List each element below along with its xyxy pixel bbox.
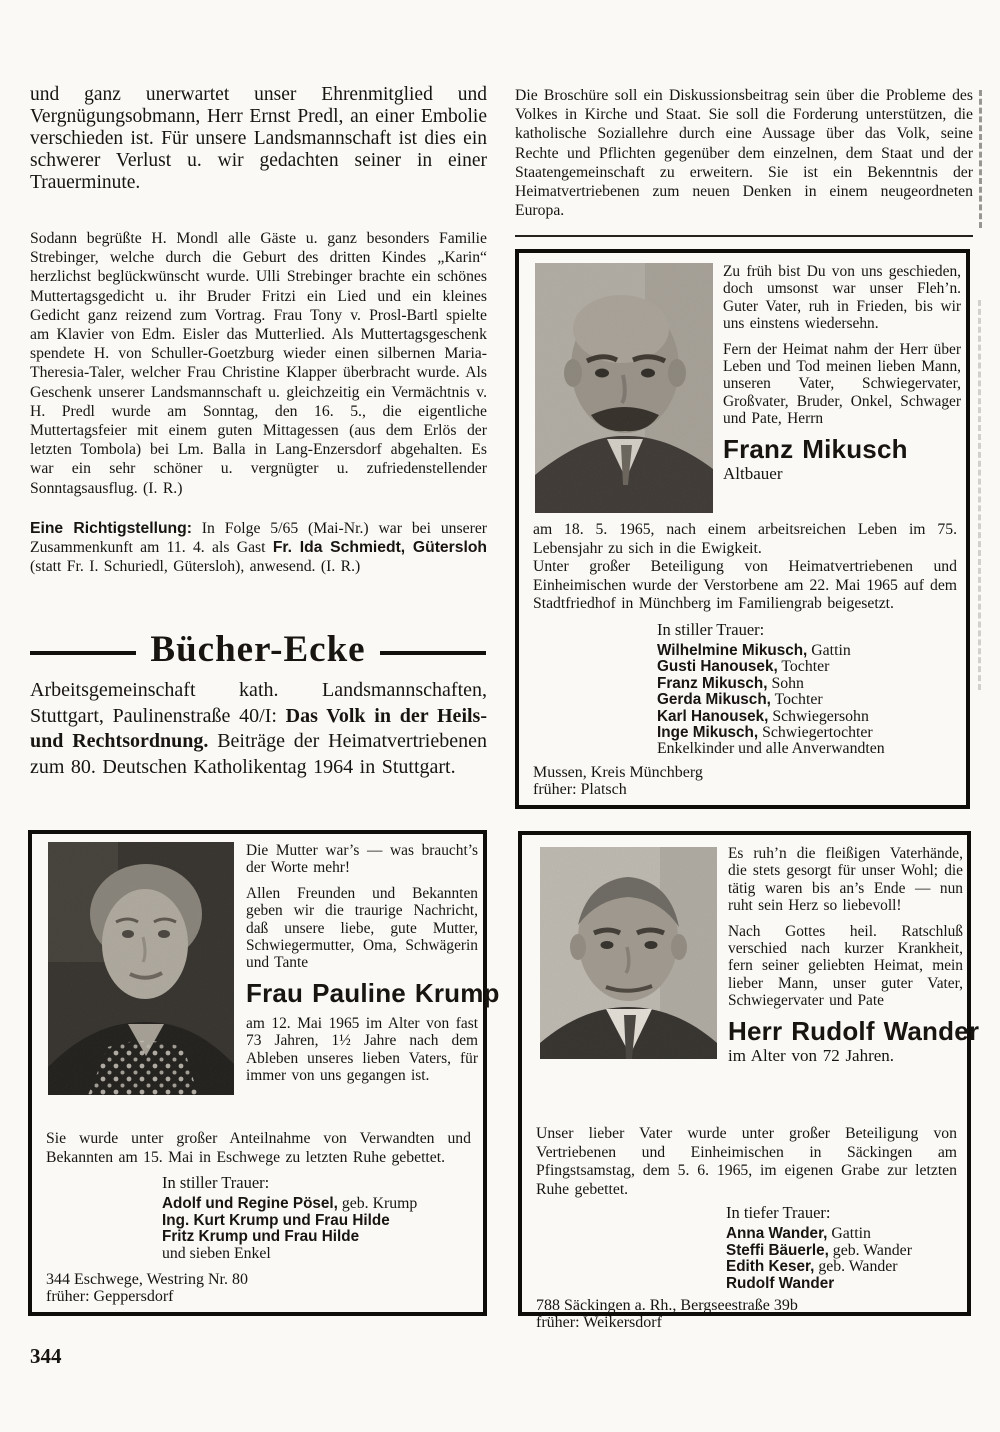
mikusch-place: Mussen, Kreis Münchberg xyxy=(533,763,703,781)
mikusch-body xyxy=(533,521,957,798)
scan-artifact-mark xyxy=(979,90,982,228)
heading-rule-right xyxy=(380,651,486,655)
correction-paragraph xyxy=(30,519,487,577)
deceased-name-wander: Herr Rudolf Wander xyxy=(728,1015,980,1046)
deceased-role-mikusch: Altbauer xyxy=(723,463,783,483)
krump-body xyxy=(46,1130,471,1305)
krump-address: 344 Eschwege, Westring Nr. 80 xyxy=(46,1271,248,1289)
mourner-row: Edith Keser, geb. Wander xyxy=(726,1258,898,1276)
krump-former-place: früher: Geppersdorf xyxy=(46,1288,174,1306)
intro-paragraph: und ganz unerwartet unser Ehrenmitglied und Vergnügungsobmann, Herr Ernst Predl, an einer Embolie verschieden ist. Für unsere Landsmannschaft ist dies ein schwerer Verlust u. wir gedachten seiner in einer Trauerminute. xyxy=(30,84,487,193)
mikusch-mourning-block xyxy=(657,619,957,758)
portrait-photo-krump xyxy=(48,842,234,1095)
krump-body-2: Sie wurde unter großer Anteilnahme von Verwandten und Bekannten am 15. Mai in Eschwege zu letzten Ruhe gebettet. xyxy=(46,1130,471,1166)
deceased-name-krump: Frau Pauline Krump xyxy=(246,977,500,1008)
mikusch-former-place: früher: Platsch xyxy=(533,780,627,798)
portrait-photo-wander xyxy=(540,847,717,1059)
mourner-row: Enkelkinder und alle Anverwandten xyxy=(657,740,885,758)
report-paragraph: Sodann begrüßte H. Mondl alle Gäste u. ganz besonders Familie Strebinger, welche durch die Geburt des dritten Kindes „Karin“ herzlichst beglückwünscht wurde. Ulli Strebinger brachte ein schönes Muttertagsgedicht u. ihr Bruder Fritzi ein Lied und ein kleines Gedicht ganz reizend zum Vortrag. Frau Tony v. Prosl-Bartl spielte am Klavier von Edm. Eisler das Mutterlied. Als Muttertagsgeschenk spendete H. von Schuller-Goetzburg wieder einen silbernen Maria-Theresia-Taler, welcher Frau Christine Klapper überbracht wurde. Als Geschenk unserer Landsmannschaft u. gleichzeitig ein Vermächtnis v. H. Predl wurde am Sonntag, den 16. 5., die eigentliche Muttertagsfeier mit einem guten Mittagessen (aus dem Erlös der letzten Tombola) bei Lm. Balla in Lang-Enzersdorf abgehalten. Es war ein sehr schöner u. vergnügter u. zufriedenstellender Sonntagsausflug. (I. R.) xyxy=(30,230,487,497)
wander-mourning-block xyxy=(726,1205,957,1292)
krump-verse: Die Mutter war’s — was braucht’s der Worte mehr! xyxy=(246,842,478,877)
portrait-photo-mikusch xyxy=(535,263,713,513)
scan-artifact-mark xyxy=(978,300,981,690)
mourner-row: Steffi Bäuerle, geb. Wander xyxy=(726,1241,912,1259)
page-number: 344 xyxy=(30,1344,62,1368)
wander-address: 788 Säckingen a. Rh., Bergseestraße 39b xyxy=(536,1297,798,1315)
mourning-label: In stiller Trauer: xyxy=(657,619,765,639)
obituary-box-mikusch xyxy=(515,249,970,809)
mourner-row: Gerda Mikusch, Tochter xyxy=(657,691,823,709)
wander-former-place: früher: Weikersdorf xyxy=(536,1314,662,1332)
correction-text-2: (statt Fr. I. Schuriedl, Gütersloh), anwesend. (I. R.) xyxy=(30,558,361,576)
mikusch-verse-1: Zu früh bist Du von uns geschieden, doch umsonst war unser Fleh’n. Guter Vater, ruh in Frieden, bis wir uns einstens wiedersehn. xyxy=(723,263,961,333)
correction-label: Eine Richtigstellung: xyxy=(30,520,192,537)
mikusch-body-2: Unter großer Beteiligung von Heimatvertriebenen und Einheimischen wurde der Verstorbene am 22. Mai 1965 auf dem Stadtfriedhof in Münchberg im Familiengrab beigesetzt. xyxy=(533,558,957,612)
krump-verse-column xyxy=(246,842,500,1091)
correction-guest-name: Fr. Ida Schmiedt, Gütersloh xyxy=(272,539,487,557)
mourner-row: Ing. Kurt Krump und Frau Hilde xyxy=(162,1211,390,1229)
mourning-label: In stiller Trauer: xyxy=(162,1173,270,1192)
mourner-row: Inge Mikusch, Schwiegertochter xyxy=(657,723,873,741)
mourning-label: In tiefer Trauer: xyxy=(726,1203,831,1222)
wander-verse-column xyxy=(728,845,980,1071)
mourner-row: Adolf und Regine Pösel, geb. Krump xyxy=(162,1195,418,1213)
mourner-row: Franz Mikusch, Sohn xyxy=(657,674,804,692)
wander-announcement: Nach Gottes heil. Ratschluß verschied nach kurzer Krankheit, fern seiner geliebten Heimat, mein lieber Mann, unser guter Vater, Schwiegervater und Pate xyxy=(728,922,963,1010)
mourner-row: Gusti Hanousek, Tochter xyxy=(657,658,830,676)
wander-age-line: im Alter von 72 Jahren. xyxy=(728,1045,895,1065)
krump-mourning-block xyxy=(162,1175,471,1262)
krump-body-1: am 12. Mai 1965 im Alter von fast 73 Jahren, 1½ Jahre nach dem Ableben unseres lieben Vaters, für immer von uns gegangen ist. xyxy=(246,1014,478,1085)
mourner-row: Anna Wander, Gattin xyxy=(726,1225,871,1243)
wander-body-text: Unser lieber Vater wurde unter großer Beteiligung von Vertriebenen und Einheimischen in Säckingen am Pfingstsamstag, dem 5. 6. 1965, im eigenen Grabe zur letzten Ruhe gebettet. xyxy=(536,1125,957,1198)
krump-footer xyxy=(46,1271,471,1305)
brochure-paragraph: Die Broschüre soll ein Diskussionsbeitrag sein über die Probleme des Volkes in Kirche und Staat. Sie soll die Forderung unterstützen, die katholische Soziallehre durch eine Aussage über das Volk, seine Rechte und Pflichten gegenüber dem einzelnen, dem Staat und der Staatengemeinschaft zu erweitern. Sie ist ein Bekenntnis der Heimatvertriebenen zum neuen Denken in einem neugeordneten Europa. xyxy=(515,87,973,220)
wander-footer xyxy=(536,1297,957,1331)
mikusch-verse-column xyxy=(723,263,961,489)
mikusch-footer xyxy=(533,764,957,798)
deceased-name-mikusch: Franz Mikusch xyxy=(723,433,908,464)
heading-rule-left xyxy=(30,651,136,655)
buecher-ecke-title: Bücher-Ecke xyxy=(150,629,366,670)
buecher-paragraph xyxy=(30,678,487,780)
mourner-row: und sieben Enkel xyxy=(162,1244,271,1262)
wander-body xyxy=(536,1125,957,1331)
mourner-row: Rudolf Wander xyxy=(726,1274,835,1292)
buecher-ecke-heading xyxy=(30,628,486,671)
krump-announcement: Allen Freunden und Bekannten geben wir die traurige Nachricht, daß unsere liebe, gute Mutter, Schwiegermutter, Oma, Schwägerin und Tante xyxy=(246,884,478,972)
wander-verse: Es ruh’n die fleißigen Vaterhände, die stets gesorgt für unser Wohl; die tätig waren bis an’s Ende — nun ruht sein Herz so liebevoll! xyxy=(728,845,963,915)
mikusch-verse-2: Fern der Heimat nahm der Herr über Leben und Tod meinen lieben Mann, unseren Vater, Schwiegervater, Großvater, Bruder, Onkel, Schwager und Pate, Herrn xyxy=(723,340,961,428)
mikusch-body-1: am 18. 5. 1965, nach einem arbeitsreichen Leben im 75. Lebensjahr zu sich in die Ewigkeit. xyxy=(533,521,957,557)
buecher-text-2: Beiträge der Heimatvertriebenen zum 80. Deutschen Katholikentag 1964 in Stuttgart. xyxy=(30,730,487,778)
column-divider xyxy=(515,235,973,237)
mourner-row: Wilhelmine Mikusch, Gattin xyxy=(657,641,851,659)
buecher-text-1: Arbeitsgemeinschaft kath. Landsmannschaften, Stuttgart, Paulinenstraße 40/I: xyxy=(30,679,487,727)
correction-text-1: In Folge 5/65 (Mai-Nr.) war bei unserer Zusammenkunft am 11. 4. als Gast xyxy=(30,520,488,557)
buecher-book-title: Das Volk in der Heils- und Rechtsordnung. xyxy=(30,704,487,752)
mourner-row: Karl Hanousek, Schwiegersohn xyxy=(657,707,869,725)
obituary-box-krump xyxy=(28,830,500,1316)
obituary-box-wander xyxy=(518,831,980,1332)
mourner-row: Fritz Krump und Frau Hilde xyxy=(162,1228,360,1246)
